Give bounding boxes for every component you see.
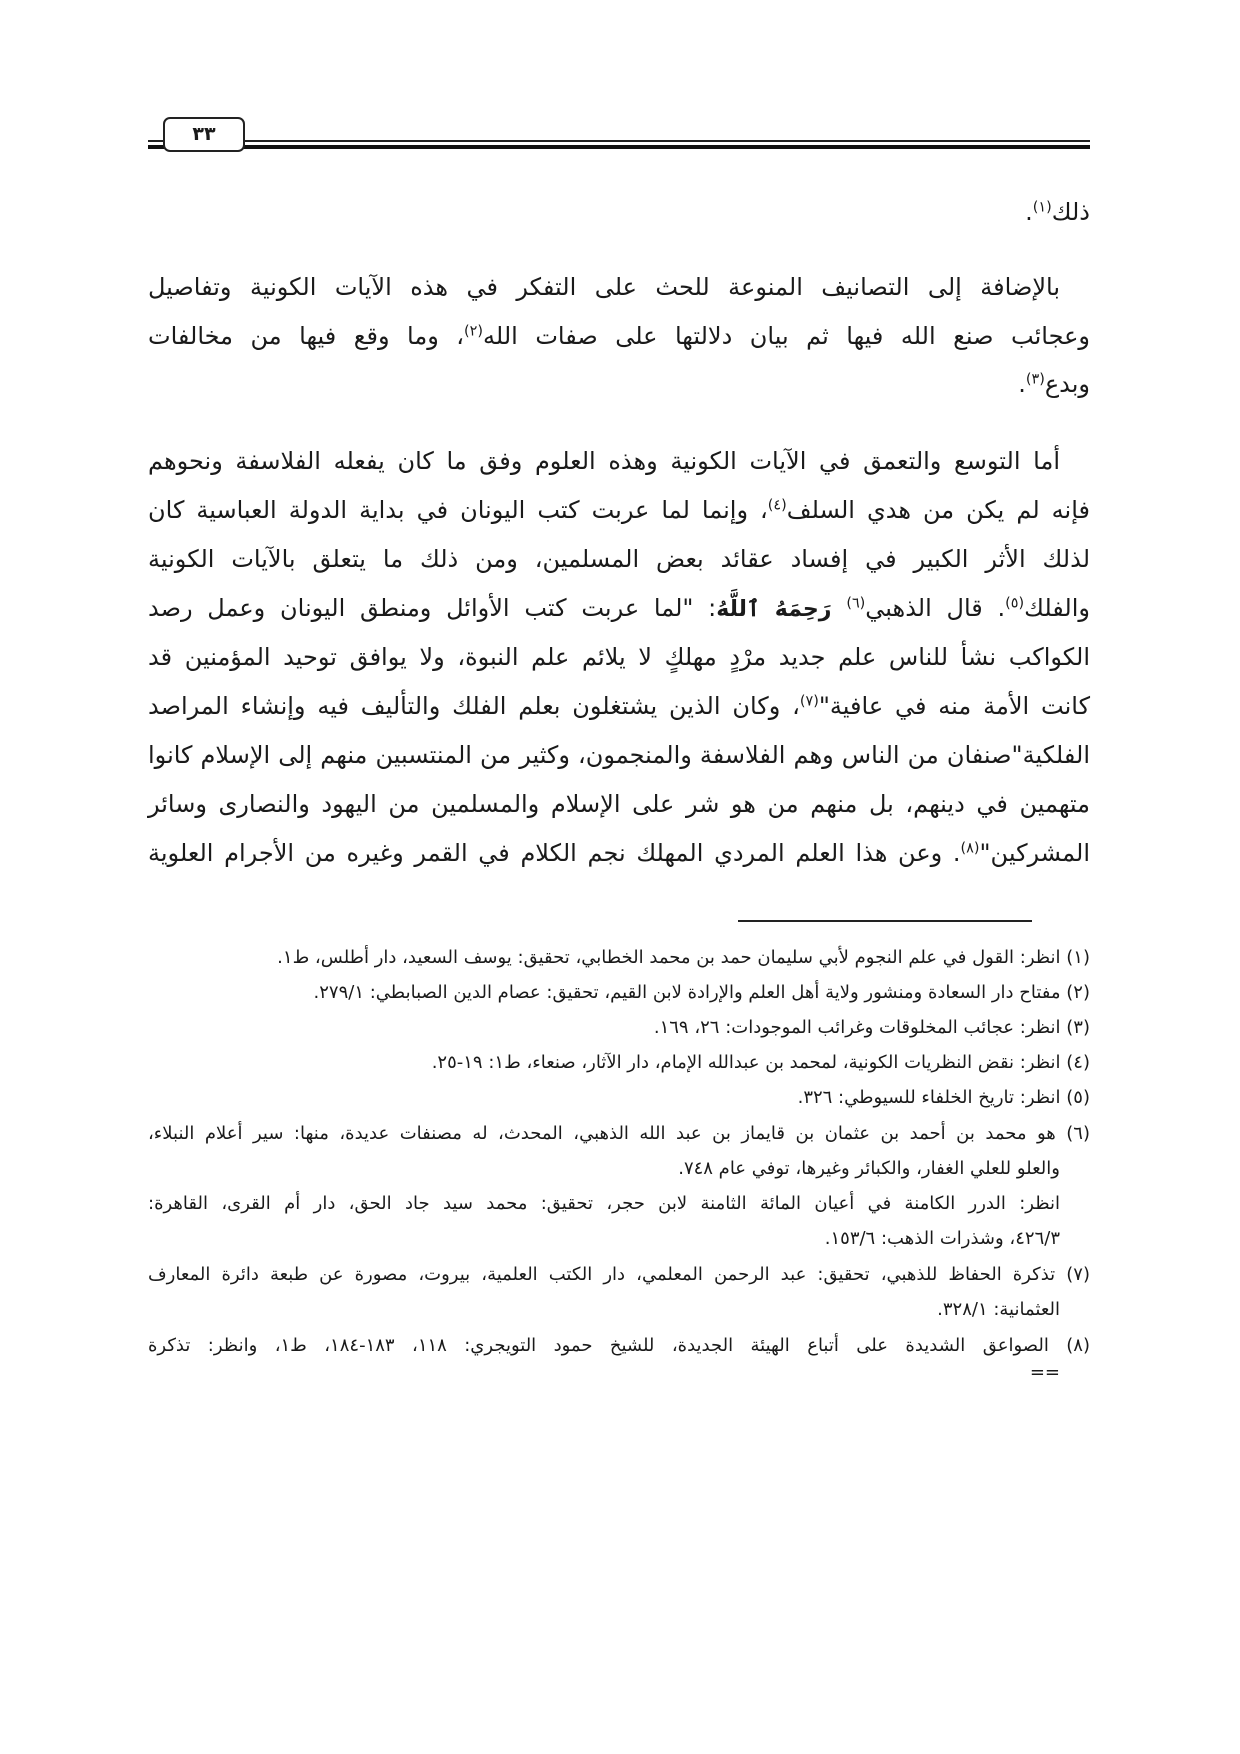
footnote-ref: (٢) [464, 323, 484, 340]
body-text: ، وكان الذين يشتغلون بعلم الفلك والتأليف فيه وإنشاء المراصد [148, 692, 800, 720]
footnote-line: (٧) تذكرة الحفاظ للذهبي، تحقيق: عبد الرحمن المعلمي، دار الكتب العلمية، بيروت، مصورة عن طبعة دائرة المعارف [148, 1264, 1090, 1285]
body-text: : "لما عربت كتب الأوائل ومنطق اليونان وعمل رصد [148, 594, 717, 622]
body-line [148, 735, 1090, 775]
footnote-line: (٢) مفتاح دار السعادة ومنشور ولاية أهل العلم والإرادة لابن القيم، تحقيق: عصام الدين الصبابطي: ٢٧٩/١. [313, 982, 1090, 1003]
body-text: وعجائب صنع الله فيها ثم بيان دلالتها على صفات الله [483, 322, 1091, 350]
body-text: . وعن هذا العلم المردي المهلك نجم الكلام في القمر وغيره من الأجرام العلوية [148, 839, 961, 867]
body-line [148, 539, 1090, 579]
footnote-line: (٣) انظر: عجائب المخلوقات وغرائب الموجودات: ٢٦، ١٦٩. [653, 1017, 1090, 1038]
body-line [148, 686, 1090, 726]
body-text: . قال الذهبي [865, 594, 1006, 622]
footnote-line: العثمانية: ٣٢٨/١. [937, 1299, 1060, 1320]
footnote-ref: (١) [1032, 199, 1052, 216]
footnote-line: (٨) الصواعق الشديدة على أتباع الهيئة الجديدة، للشيخ حمود التويجري: ١١٨، ١٨٣-١٨٤، ط١، وانظر: تذكرة [148, 1335, 1090, 1356]
footnote-line: (١) انظر: القول في علم النجوم لأبي سليمان حمد بن محمد الخطابي، تحقيق: يوسف السعيد، دار أطلس، ط١. [277, 947, 1090, 968]
footnote-line: (٥) انظر: تاريخ الخلفاء للسيوطي: ٣٢٦. [797, 1087, 1090, 1108]
body-line [148, 833, 1090, 873]
footnote-line: (٤) انظر: نقض النظريات الكونية، لمحمد بن عبدالله الإمام، دار الآثار، صنعاء، ط١: ١٩-٢٥. [431, 1052, 1090, 1073]
body-text: بالإضافة إلى التصانيف المنوعة للحث على التفكر في هذه الآيات الكونية وتفاصيل [148, 273, 1060, 301]
footnote-ref: (٥) [1005, 595, 1025, 612]
body-text: والفلك [1024, 594, 1090, 622]
body-line [148, 267, 1060, 307]
body-text: ذلك [1051, 198, 1090, 226]
honorific: رَحِمَهُ ٱللَّهُ [716, 597, 847, 622]
footnote-ref: (٦) [846, 595, 866, 612]
footnote-ref: (٣) [1025, 371, 1045, 388]
body-text: الكواكب نشأ للناس علم جديد مرْدٍ مهلكٍ لا يلائم علم النبوة، ولا يوافق توحيد المؤمنين قد [148, 643, 1090, 671]
footnote-ref: (٧) [799, 693, 819, 710]
footnote-ref: (٤) [767, 497, 787, 514]
footnote-line: انظر: الدرر الكامنة في أعيان المائة الثامنة لابن حجر، تحقيق: محمد سيد جاد الحق، دار أم القرى، القاهرة: [148, 1193, 1060, 1214]
footnote-ref: (٨) [960, 840, 980, 857]
body-text: لذلك الأثر الكبير في إفساد عقائد بعض المسلمين، ومن ذلك ما يتعلق بالآيات الكونية [148, 545, 1090, 573]
body-line [148, 637, 1090, 677]
body-text: ، وما وقع فيها من مخالفات [148, 322, 465, 350]
footnote-separator [738, 920, 1032, 922]
footnote-line: (٦) هو محمد بن أحمد بن عثمان بن قايماز بن عبد الله الذهبي، المحدث، له مصنفات عديدة، منها: سير أعلام النبلاء، [148, 1123, 1090, 1144]
body-text: . [1018, 370, 1026, 398]
header-rule-thin [148, 140, 1090, 142]
body-text: أما التوسع والتعمق في الآيات الكونية وهذه العلوم وفق ما كان يفعله الفلاسفة ونحوهم [148, 447, 1060, 475]
page-number: ٣٣ [163, 117, 245, 152]
body-text: المشركين" [979, 839, 1090, 867]
body-line [148, 192, 1090, 232]
body-text: الفلكية"صنفان من الناس وهم الفلاسفة والمنجمون، وكثير من المنتسبين منهم إلى الإسلام كانوا [148, 741, 1090, 769]
header-rule-thick [148, 145, 1090, 149]
body-line [148, 490, 1090, 530]
body-line [148, 588, 1090, 630]
body-text: متهمين في دينهم، بل منهم من هو شر على الإسلام والمسلمين من اليهود والنصارى وسائر [148, 790, 1090, 818]
body-line [148, 784, 1090, 824]
body-text: كانت الأمة منه في عافية" [818, 692, 1090, 720]
body-line [148, 316, 1090, 356]
body-line [148, 364, 1090, 404]
footnote-line: ٤٢٦/٣، وشذرات الذهب: ١٥٣/٦. [824, 1228, 1060, 1249]
footnote-continuation-mark: == [1029, 1362, 1060, 1383]
footnote-line: والعلو للعلي الغفار، والكبائر وغيرها، توفي عام ٧٤٨. [678, 1158, 1060, 1179]
body-text: وبدع [1044, 370, 1090, 398]
body-line [148, 441, 1060, 481]
body-text: . [1025, 198, 1033, 226]
body-text: ، وإنما لما عربت كتب اليونان في بداية الدولة العباسية كان [148, 496, 768, 524]
body-text: فإنه لم يكن من هدي السلف [786, 496, 1091, 524]
